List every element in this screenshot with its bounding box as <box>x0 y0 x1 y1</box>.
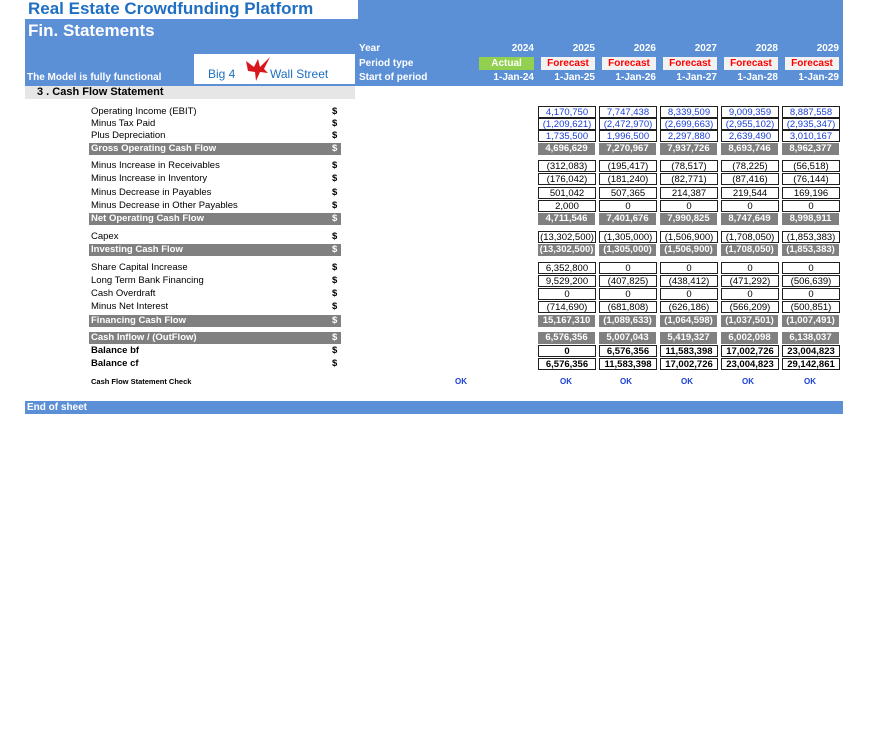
footer-band <box>25 401 843 414</box>
cell-icf-0[interactable]: (13,302,500) <box>538 244 596 256</box>
cell-tax-3[interactable]: (2,955,102) <box>721 118 779 130</box>
cell-dep-2[interactable]: 2,297,880 <box>660 130 718 142</box>
cell-capex-0[interactable]: (13,302,500) <box>538 231 596 243</box>
cell-bcf-3[interactable]: 23,004,823 <box>721 358 779 370</box>
check-ok-5: OK <box>804 377 816 386</box>
cell-inv-0[interactable]: (176,042) <box>538 173 596 185</box>
cell-ltb-2[interactable]: (438,412) <box>660 275 718 287</box>
cell-ebit-3[interactable]: 9,009,359 <box>721 106 779 118</box>
row-label-fcf: Financing Cash Flow <box>91 315 187 326</box>
row-label-share: Share Capital Increase <box>91 262 188 273</box>
cell-gocf-2[interactable]: 7,937,726 <box>660 143 718 155</box>
model-status: The Model is fully functional <box>27 72 162 83</box>
cell-bbf-4[interactable]: 23,004,823 <box>782 345 840 357</box>
cell-icf-1[interactable]: (1,305,000) <box>599 244 657 256</box>
cell-rec-2[interactable]: (78,517) <box>660 160 718 172</box>
cell-ltb-0[interactable]: 9,529,200 <box>538 275 596 287</box>
cell-opay-3[interactable]: 0 <box>721 200 779 212</box>
cell-od-0[interactable]: 0 <box>538 288 596 300</box>
cell-ltb-1[interactable]: (407,825) <box>599 275 657 287</box>
cell-fcf-1[interactable]: (1,089,633) <box>599 315 657 327</box>
end-of-sheet: End of sheet <box>27 402 88 413</box>
currency-share: $ <box>332 262 338 273</box>
cell-int-4[interactable]: (500,851) <box>782 301 840 313</box>
cell-bcf-2[interactable]: 17,002,726 <box>660 358 718 370</box>
row-label-gocf: Gross Operating Cash Flow <box>91 143 217 154</box>
cell-dep-4[interactable]: 3,010,167 <box>782 130 840 142</box>
row-label-ltb: Long Term Bank Financing <box>91 275 204 286</box>
cell-nocf-3[interactable]: 8,747,649 <box>721 213 779 225</box>
cell-pay-3[interactable]: 219,544 <box>721 187 779 199</box>
sheet-title: Fin. Statements <box>28 21 155 40</box>
currency-nocf: $ <box>332 213 338 224</box>
currency-ltb: $ <box>332 275 338 286</box>
row-label-bcf: Balance cf <box>91 358 139 369</box>
cell-icf-3[interactable]: (1,708,050) <box>721 244 779 256</box>
cell-nocf-4[interactable]: 8,998,911 <box>782 213 840 225</box>
cell-bbf-0[interactable]: 0 <box>538 345 596 357</box>
logo-text-left: Big 4 <box>208 67 236 81</box>
cell-dep-1[interactable]: 1,996,500 <box>599 130 657 142</box>
cell-bbf-2[interactable]: 11,583,398 <box>660 345 718 357</box>
cell-od-4[interactable]: 0 <box>782 288 840 300</box>
row-label-pay: Minus Decrease in Payables <box>91 187 212 198</box>
row-label-ciof: Cash Inflow / (OutFlow) <box>91 332 197 343</box>
cell-tax-0[interactable]: (1,209,621) <box>538 118 596 130</box>
currency-opay: $ <box>332 200 338 211</box>
currency-inv: $ <box>332 173 338 184</box>
cell-tax-4[interactable]: (2,935,347) <box>782 118 840 130</box>
cell-capex-4[interactable]: (1,853,383) <box>782 231 840 243</box>
cell-nocf-1[interactable]: 7,401,676 <box>599 213 657 225</box>
cell-share-2[interactable]: 0 <box>660 262 718 274</box>
start-date-2: 1-Jan-26 <box>615 72 656 83</box>
cell-gocf-0[interactable]: 4,696,629 <box>538 143 596 155</box>
cell-fcf-4[interactable]: (1,007,491) <box>782 315 840 327</box>
check-ok-0: OK <box>455 377 467 386</box>
year-1: 2025 <box>572 43 595 54</box>
row-label-nocf: Net Operating Cash Flow <box>91 213 204 224</box>
cell-dep-0[interactable]: 1,735,500 <box>538 130 596 142</box>
currency-int: $ <box>332 301 338 312</box>
row-band-fcf <box>89 315 341 327</box>
currency-rec: $ <box>332 160 338 171</box>
cell-pay-2[interactable]: 214,387 <box>660 187 718 199</box>
platform-title: Real Estate Crowdfunding Platform <box>25 0 358 19</box>
year-3: 2027 <box>694 43 717 54</box>
cell-pay-4[interactable]: 169,196 <box>782 187 840 199</box>
section-title: 3 . Cash Flow Statement <box>37 86 164 98</box>
logo-text-right: Wall Street <box>270 67 329 81</box>
currency-tax: $ <box>332 118 338 129</box>
cell-ciof-3[interactable]: 6,002,098 <box>721 332 779 344</box>
period-type-3: Forecast <box>663 57 717 70</box>
period-type-4: Forecast <box>724 57 778 70</box>
row-label-dep: Plus Depreciation <box>91 130 166 141</box>
period-type-0: Actual <box>479 57 534 70</box>
row-label-inv: Minus Increase in Inventory <box>91 173 208 184</box>
currency-bbf: $ <box>332 345 338 356</box>
start-date-3: 1-Jan-27 <box>676 72 717 83</box>
row-label-icf: Investing Cash Flow <box>91 244 183 255</box>
cell-pay-1[interactable]: 507,365 <box>599 187 657 199</box>
cell-rec-3[interactable]: (78,225) <box>721 160 779 172</box>
start-date-0: 1-Jan-24 <box>493 72 534 83</box>
cell-fcf-3[interactable]: (1,037,501) <box>721 315 779 327</box>
cell-inv-1[interactable]: (181,240) <box>599 173 657 185</box>
cell-gocf-3[interactable]: 8,693,746 <box>721 143 779 155</box>
cell-ebit-2[interactable]: 8,339,509 <box>660 106 718 118</box>
period-type-1: Forecast <box>541 57 595 70</box>
currency-dep: $ <box>332 130 338 141</box>
check-label: Cash Flow Statement Check <box>91 377 192 386</box>
cell-share-3[interactable]: 0 <box>721 262 779 274</box>
row-label-opay: Minus Decrease in Other Payables <box>91 200 238 211</box>
cell-ciof-0[interactable]: 6,576,356 <box>538 332 596 344</box>
cell-od-3[interactable]: 0 <box>721 288 779 300</box>
cell-int-1[interactable]: (681,808) <box>599 301 657 313</box>
year-label: Year <box>359 43 381 54</box>
cell-bbf-1[interactable]: 6,576,356 <box>599 345 657 357</box>
cell-pay-0[interactable]: 501,042 <box>538 187 596 199</box>
cell-inv-3[interactable]: (87,416) <box>721 173 779 185</box>
cell-opay-0[interactable]: 2,000 <box>538 200 596 212</box>
period-type-2: Forecast <box>602 57 656 70</box>
cell-bcf-1[interactable]: 11,583,398 <box>599 358 657 370</box>
cell-opay-2[interactable]: 0 <box>660 200 718 212</box>
cell-share-4[interactable]: 0 <box>782 262 840 274</box>
cell-od-2[interactable]: 0 <box>660 288 718 300</box>
cell-rec-4[interactable]: (56,518) <box>782 160 840 172</box>
year-0: 2024 <box>511 43 534 54</box>
row-label-tax: Minus Tax Paid <box>91 118 156 129</box>
period-type-5: Forecast <box>785 57 839 70</box>
cell-fcf-0[interactable]: 15,167,310 <box>538 315 596 327</box>
cell-capex-3[interactable]: (1,708,050) <box>721 231 779 243</box>
row-band-ciof <box>89 332 341 344</box>
cell-od-1[interactable]: 0 <box>599 288 657 300</box>
check-ok-1: OK <box>560 377 572 386</box>
row-label-int: Minus Net Interest <box>91 301 169 312</box>
period-type-label: Period type <box>359 58 414 69</box>
cell-ebit-1[interactable]: 7,747,438 <box>599 106 657 118</box>
cell-share-0[interactable]: 6,352,800 <box>538 262 596 274</box>
cell-icf-4[interactable]: (1,853,383) <box>782 244 840 256</box>
year-4: 2028 <box>755 43 778 54</box>
cell-dep-3[interactable]: 2,639,490 <box>721 130 779 142</box>
row-band-gocf <box>89 143 341 155</box>
cell-nocf-2[interactable]: 7,990,825 <box>660 213 718 225</box>
cell-int-3[interactable]: (566,209) <box>721 301 779 313</box>
currency-od: $ <box>332 288 338 299</box>
year-2: 2026 <box>633 43 656 54</box>
cell-nocf-0[interactable]: 4,711,546 <box>538 213 596 225</box>
eagle-icon <box>244 55 272 83</box>
row-label-od: Cash Overdraft <box>91 288 156 299</box>
cell-ltb-4[interactable]: (506,639) <box>782 275 840 287</box>
cell-rec-1[interactable]: (195,417) <box>599 160 657 172</box>
cell-icf-2[interactable]: (1,506,900) <box>660 244 718 256</box>
cell-ebit-4[interactable]: 8,887,558 <box>782 106 840 118</box>
cell-capex-1[interactable]: (1,305,000) <box>599 231 657 243</box>
currency-gocf: $ <box>332 143 338 154</box>
cell-tax-2[interactable]: (2,699,663) <box>660 118 718 130</box>
currency-bcf: $ <box>332 358 338 369</box>
cell-ciof-2[interactable]: 5,419,327 <box>660 332 718 344</box>
company-logo <box>194 54 355 84</box>
currency-capex: $ <box>332 231 338 242</box>
currency-ebit: $ <box>332 106 338 117</box>
check-ok-2: OK <box>620 377 632 386</box>
currency-pay: $ <box>332 187 338 198</box>
year-5: 2029 <box>816 43 839 54</box>
row-label-ebit: Operating Income (EBIT) <box>91 106 197 117</box>
cell-tax-1[interactable]: (2,472,970) <box>599 118 657 130</box>
cell-bcf-0[interactable]: 6,576,356 <box>538 358 596 370</box>
row-band-nocf <box>89 213 341 225</box>
cell-ciof-4[interactable]: 6,138,037 <box>782 332 840 344</box>
check-ok-4: OK <box>742 377 754 386</box>
row-band-icf <box>89 244 341 256</box>
cell-inv-2[interactable]: (82,771) <box>660 173 718 185</box>
cell-ltb-3[interactable]: (471,292) <box>721 275 779 287</box>
cell-gocf-1[interactable]: 7,270,967 <box>599 143 657 155</box>
currency-fcf: $ <box>332 315 338 326</box>
currency-icf: $ <box>332 244 338 255</box>
currency-ciof: $ <box>332 332 338 343</box>
cell-ebit-0[interactable]: 4,170,750 <box>538 106 596 118</box>
cell-opay-4[interactable]: 0 <box>782 200 840 212</box>
cell-ciof-1[interactable]: 5,007,043 <box>599 332 657 344</box>
cell-rec-0[interactable]: (312,083) <box>538 160 596 172</box>
start-date-4: 1-Jan-28 <box>737 72 778 83</box>
row-label-capex: Capex <box>91 231 119 242</box>
start-date-5: 1-Jan-29 <box>798 72 839 83</box>
cell-share-1[interactable]: 0 <box>599 262 657 274</box>
row-label-bbf: Balance bf <box>91 345 140 356</box>
cell-bbf-3[interactable]: 17,002,726 <box>721 345 779 357</box>
cell-inv-4[interactable]: (76,144) <box>782 173 840 185</box>
cell-gocf-4[interactable]: 8,962,377 <box>782 143 840 155</box>
cell-int-2[interactable]: (626,186) <box>660 301 718 313</box>
start-date-1: 1-Jan-25 <box>554 72 595 83</box>
cell-bcf-4[interactable]: 29,142,861 <box>782 358 840 370</box>
cell-opay-1[interactable]: 0 <box>599 200 657 212</box>
start-period-label: Start of period <box>359 72 428 83</box>
cell-fcf-2[interactable]: (1,064,598) <box>660 315 718 327</box>
cell-capex-2[interactable]: (1,506,900) <box>660 231 718 243</box>
row-label-rec: Minus Increase in Receivables <box>91 160 220 171</box>
check-ok-3: OK <box>681 377 693 386</box>
cell-int-0[interactable]: (714,690) <box>538 301 596 313</box>
